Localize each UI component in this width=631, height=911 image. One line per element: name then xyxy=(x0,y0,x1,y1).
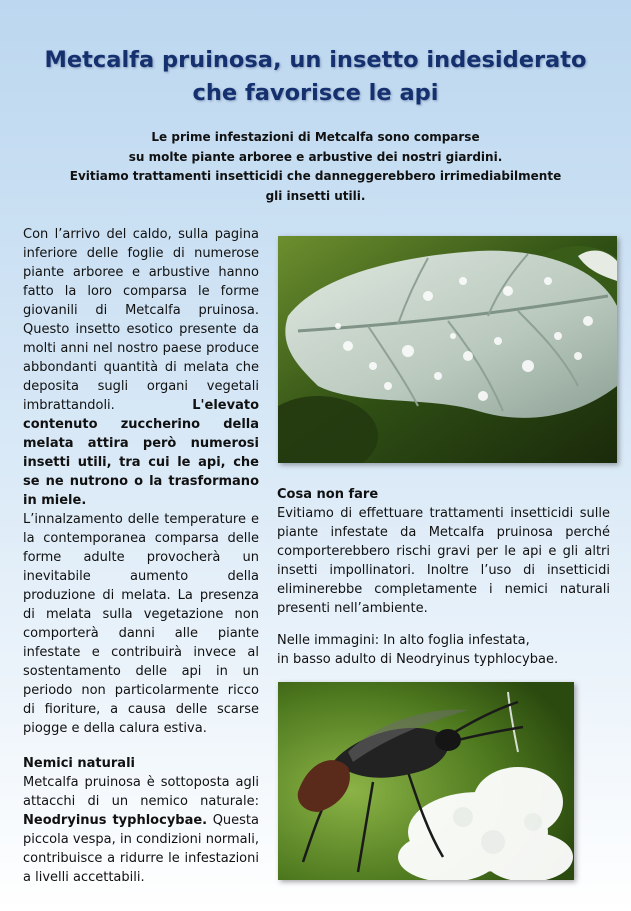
natural-enemies-text-after: Questa piccola vespa, in condizioni normali, contribuisce a ridurre le infestazioni a livelli accettabili. xyxy=(23,813,259,885)
right-column xyxy=(277,485,610,669)
subtitle-line-2: su molte piante arboree e arbustive dei nostri giardini. xyxy=(128,149,503,164)
what-not-to-do-heading: Cosa non fare xyxy=(277,487,379,502)
temperature-paragraph: L’innalzamento delle temperature e la contemporanea comparsa delle forme adulte provocherà un inevitabile aumento della produzione di melata. La presenza di melata sulla vegetazione non comporterà danni alle piante infestate e contribuirà invece al sostentamento delle api in un periodo non particolarmente ricco di fioriture, a causa delle scarse piogge e della calura estiva. xyxy=(23,512,259,736)
intro-bold-text: L'elevato contenuto zuccherino della melata attira però numerosi insetti utili, tra cui le api, che se ne nutrono o la trasformano in miele. xyxy=(23,398,259,508)
natural-enemies-heading: Nemici naturali xyxy=(23,756,135,771)
intro-text-1: Con l’arrivo del caldo, sulla pagina inferiore delle foglie di numerose piante arboree e arbustive hanno fatto la loro comparsa le forme giovanili di Metcalfa pruinosa. Questo insetto esotico presente da molti anni nel nostro paese produce abbondanti quantità di melata che deposita sugli organi vegetali imbrattandoli. xyxy=(23,227,259,413)
natural-enemies-paragraph xyxy=(23,773,259,887)
caption-line-1: Nelle immagini: In alto foglia infestata, xyxy=(277,633,530,648)
caption-line-2: in basso adulto di Neodryinus typhlocybae. xyxy=(277,652,559,667)
title-line-2: che favorisce le api xyxy=(192,80,439,106)
left-column xyxy=(23,225,259,887)
natural-enemies-species: Neodryinus typhlocybae. xyxy=(23,813,208,828)
subtitle-line-4: gli insetti utili. xyxy=(265,188,366,203)
subtitle-line-3: Evitiamo trattamenti insetticidi che danneggerebbero irrimediabilmente xyxy=(69,169,562,183)
intro-paragraph xyxy=(23,225,259,510)
what-not-to-do-paragraph: Evitiamo di effettuare trattamenti insetticidi sulle piante infestate da Metcalfa pruinosa perché comporterebbero rischi gravi per le api e gli altri insetti impollinatori. Inoltre l’uso di insetticidi eliminerebbe completamente i nemici naturali presenti nell’ambiente. xyxy=(277,506,610,616)
title-line-1: Metcalfa pruinosa, un insetto indesiderato xyxy=(44,47,587,73)
subtitle xyxy=(0,128,631,206)
page-title xyxy=(0,44,631,110)
natural-enemies-text-before: Metcalfa pruinosa è sottoposta agli attacchi di un nemico naturale: xyxy=(23,775,259,809)
infested-leaf-photo xyxy=(278,236,617,463)
subtitle-line-1: Le prime infestazioni di Metcalfa sono comparse xyxy=(151,130,480,144)
wasp-photo xyxy=(278,682,574,880)
